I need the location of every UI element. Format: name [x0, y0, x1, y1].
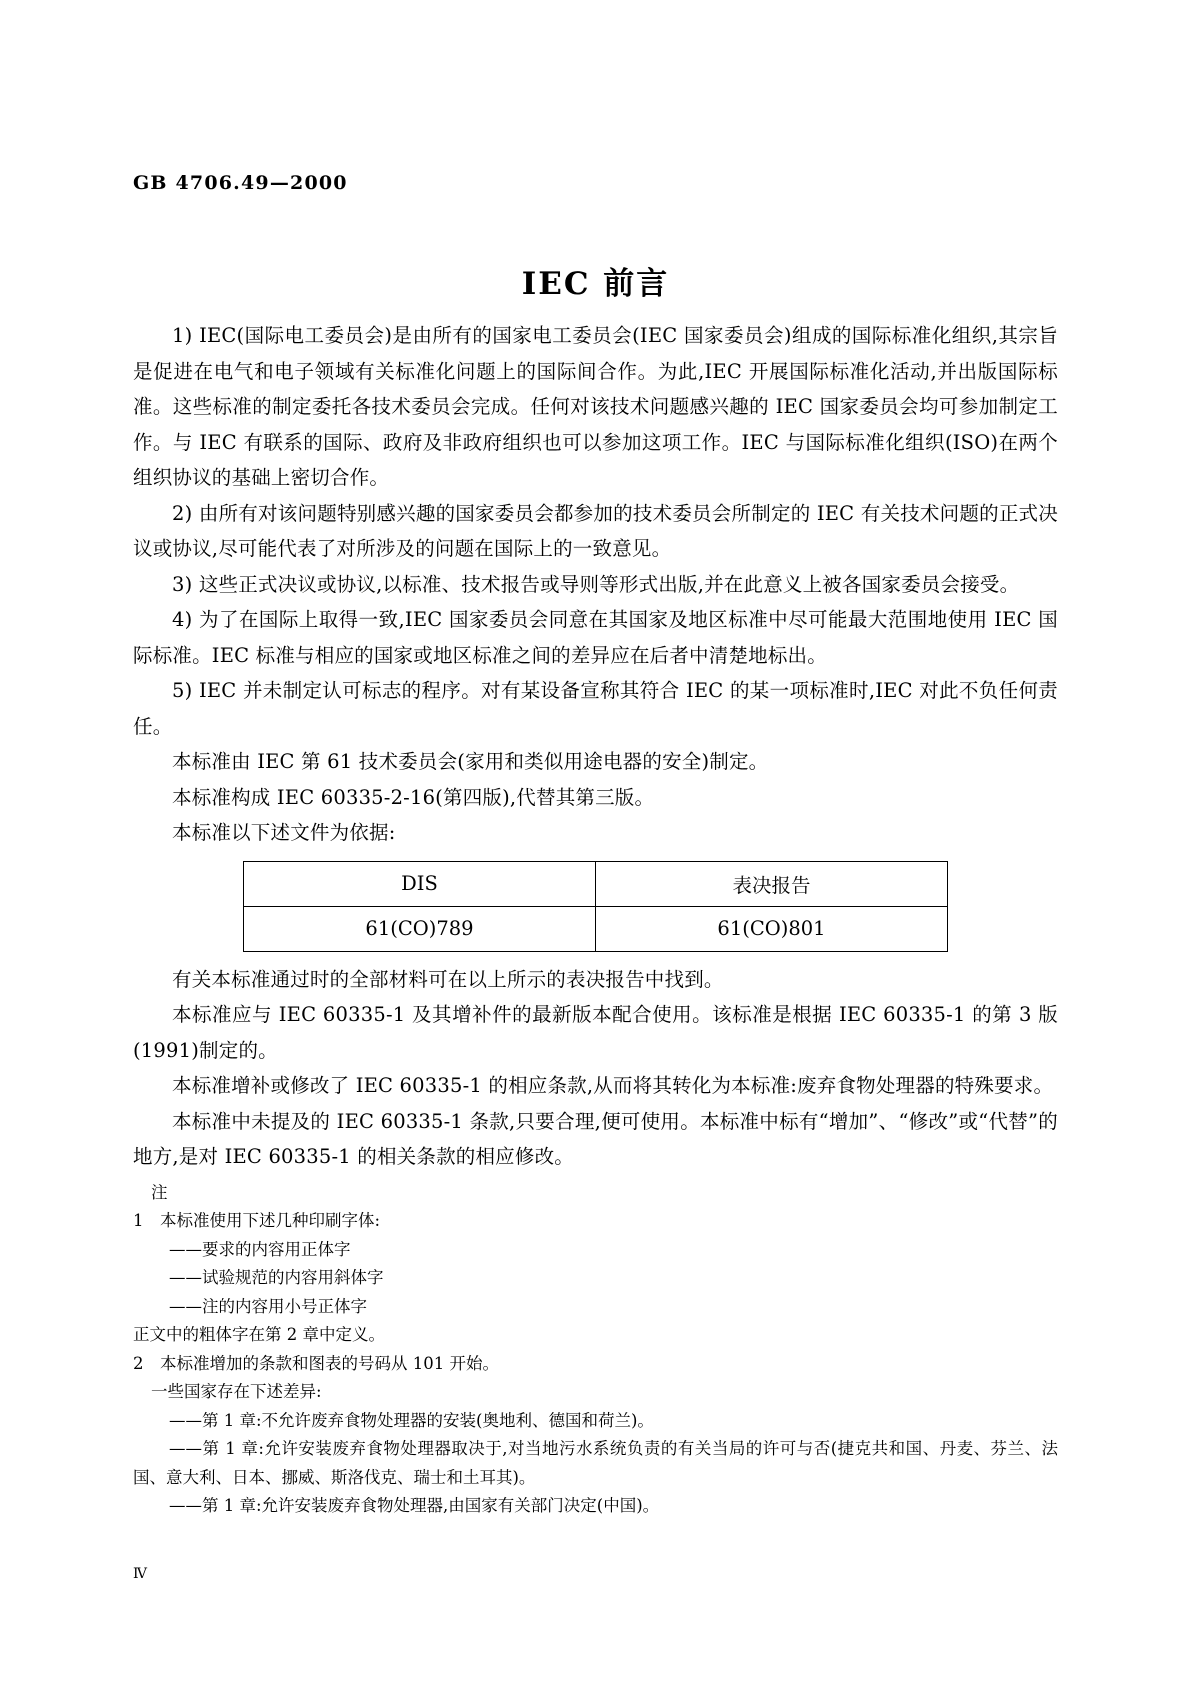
paragraph-1: 1) IEC(国际电工委员会)是由所有的国家电工委员会(IEC 国家委员会)组成的国际标准化组织,其宗旨是促进在电气和电子领域有关标准化问题上的国际间合作。为此,IEC 开展国际标准化活动,并出版国际标准。这些标准的制定委托各技术委员会完成。任何对该技术问题感兴趣的 IEC 国家委员会均可参加制定工作。与 IEC 有联系的国际、政府及非政府组织也可以参加这项工作。IEC 与国际标准化组织(ISO)在两个组织协议的基础上密切合作。	[133, 324, 1058, 489]
table-row	[244, 906, 948, 951]
page-number: Ⅳ	[133, 1566, 147, 1582]
paragraph-materials: 有关本标准通过时的全部材料可在以上所示的表决报告中找到。	[172, 967, 724, 991]
paragraph-4: 4) 为了在国际上取得一致,IEC 国家委员会同意在其国家及地区标准中尽可能最大范围地使用 IEC 国际标准。IEC 标准与相应的国家或地区标准之间的差异应在后者中清楚地标出。	[133, 608, 1058, 667]
paragraph-2: 2) 由所有对该问题特别感兴趣的国家委员会都参加的技术委员会所制定的 IEC 有关技术问题的正式决议或协议,尽可能代表了对所涉及的问题在国际上的一致意见。	[133, 501, 1058, 560]
paragraph-usage: 本标准应与 IEC 60335-1 及其增补件的最新版本配合使用。该标准是根据 IEC 60335-1 的第 3 版(1991)制定的。	[133, 1003, 1058, 1062]
note-country-3: ——第 1 章:允许安装废弃食物处理器,由国家有关部门决定(中国)。	[169, 1496, 660, 1515]
paragraph-clauses: 本标准中未提及的 IEC 60335-1 条款,只要合理,便可使用。本标准中标有“增加”、“修改”或“代替”的地方,是对 IEC 60335-1 的相关条款的相应修改。	[133, 1109, 1058, 1168]
note-country-2: ——第 1 章:允许安装废弃食物处理器取决于,对当地污水系统负责的有关当局的许可与否(捷克共和国、丹麦、芬兰、法国、意大利、日本、挪威、斯洛伐克、瑞士和土耳其)。	[133, 1439, 1058, 1487]
note-dash-3: ——注的内容用小号正体字	[169, 1296, 367, 1316]
note-dash-1: ——要求的内容用正体字	[169, 1239, 351, 1259]
table-header-dis: DIS	[244, 861, 596, 906]
note-country-1: ——第 1 章:不允许废弃食物处理器的安装(奥地利、德国和荷兰)。	[169, 1410, 654, 1430]
page-title: IEC 前言	[521, 266, 670, 302]
reference-table-wrapper	[133, 861, 1058, 952]
paragraph-3: 3) 这些正式决议或协议,以标准、技术报告或导则等形式出版,并在此意义上被各国家委员会接受。	[172, 572, 1020, 596]
table-cell-dis-value: 61(CO)789	[244, 906, 596, 951]
reference-table	[243, 861, 948, 952]
table-header-report: 表决报告	[596, 861, 948, 906]
table-cell-report-value: 61(CO)801	[596, 906, 948, 951]
note-bold-definition: 正文中的粗体字在第 2 章中定义。	[133, 1325, 385, 1344]
body-text-block	[133, 318, 1058, 1521]
note-item-1: 1 本标准使用下述几种印刷字体:	[133, 1211, 381, 1230]
table-row-header	[244, 861, 948, 906]
note-country-intro: 一些国家存在下述差异:	[151, 1382, 322, 1401]
standard-code-header: GB 4706.49—2000	[133, 172, 348, 194]
paragraph-committee: 本标准由 IEC 第 61 技术委员会(家用和类似用途电器的安全)制定。	[172, 750, 769, 773]
note-dash-2: ——试验规范的内容用斜体字	[169, 1268, 384, 1287]
paragraph-edition: 本标准构成 IEC 60335-2-16(第四版),代替其第三版。	[172, 785, 655, 809]
paragraph-amendment: 本标准增补或修改了 IEC 60335-1 的相应条款,从而将其转化为本标准:废弃食物处理器的特殊要求。	[172, 1074, 1054, 1097]
note-label: 注	[151, 1182, 168, 1202]
paragraph-5: 5) IEC 并未制定认可标志的程序。对有某设备宣称其符合 IEC 的某一项标准时,IEC 对此不负任何责任。	[133, 679, 1058, 738]
paragraph-basis: 本标准以下述文件为依据:	[172, 821, 396, 844]
notes-block	[133, 1179, 1058, 1521]
note-item-2: 2 本标准增加的条款和图表的号码从 101 开始。	[133, 1353, 499, 1373]
